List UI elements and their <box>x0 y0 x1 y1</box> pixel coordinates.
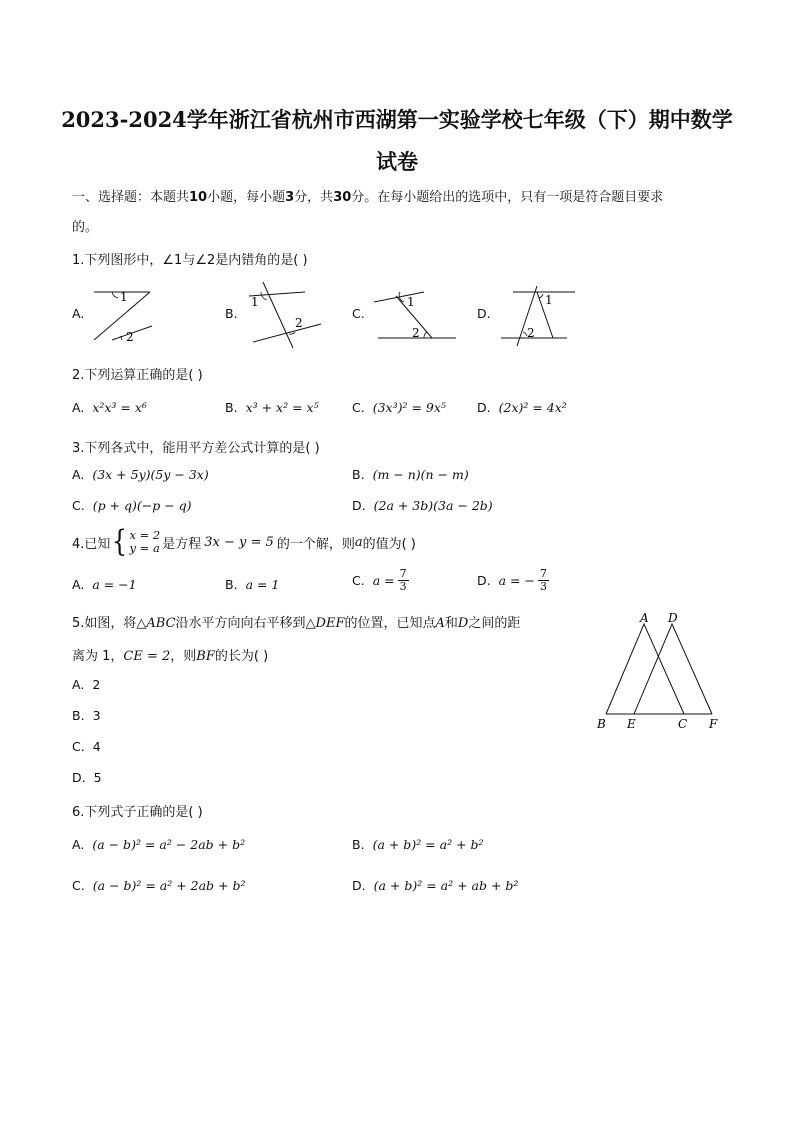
q5-bf: BF <box>196 649 215 664</box>
q5-option-a[interactable] <box>72 677 100 692</box>
q4-stem-text: 是方程 <box>162 536 202 552</box>
option-label: B. <box>225 400 238 415</box>
q1-b-angle-2: 2 <box>295 316 303 330</box>
q5-text: 之间的距 <box>468 616 521 631</box>
q4-equation: 3x − y = 5 <box>204 534 274 550</box>
q5-text: 离为 1， <box>72 649 124 664</box>
q5-text: 5.如图，将 <box>72 616 137 631</box>
q6-option-d[interactable] <box>352 878 518 893</box>
q3-option-a[interactable] <box>72 467 209 482</box>
option-label: C. <box>72 739 85 754</box>
q1-c-angle-1: 1 <box>407 295 415 309</box>
q5-point-a: A <box>435 616 445 631</box>
q4-system-line1: x = 2 <box>129 528 161 542</box>
option-label: C. <box>352 573 365 588</box>
q4-stem <box>72 524 416 559</box>
option-expr: (m − n)(n − m) <box>372 467 469 482</box>
option-label: C. <box>72 878 85 893</box>
section-points-total: 30 <box>333 190 352 205</box>
option-label: A. <box>72 837 85 852</box>
fraction <box>398 568 409 593</box>
q5-option-d[interactable] <box>72 770 102 785</box>
q5-label-a: A <box>640 611 649 625</box>
q1-b-angle-1: 1 <box>251 295 259 309</box>
option-expr: (a − b)² = a² − 2ab + b² <box>92 837 246 852</box>
option-label: A. <box>72 577 85 592</box>
option-expr: (p + q)(−p − q) <box>92 498 192 513</box>
section-text: 分。在每小题给出的选项中，只有一项是符合题目要求 <box>351 190 664 205</box>
section-text: 小题，每小题 <box>207 190 286 205</box>
section-count: 10 <box>189 190 208 205</box>
option-expr: a = 1 <box>245 577 280 592</box>
q1-figure-c <box>372 286 458 344</box>
q2-option-c[interactable] <box>352 400 446 415</box>
q6-option-b[interactable] <box>352 837 484 852</box>
option-label: D. <box>477 573 491 588</box>
q5-figure-translated-triangles <box>592 608 726 734</box>
fraction-denominator: 3 <box>539 580 547 593</box>
q1-option-a-label[interactable]: A. <box>72 306 85 321</box>
option-label: A. <box>72 400 85 415</box>
option-value: 4 <box>92 739 101 754</box>
option-label: B. <box>72 708 85 723</box>
option-value: 3 <box>92 708 101 723</box>
q5-label-c: C <box>678 717 688 731</box>
q1-option-b-label[interactable]: B. <box>225 306 238 321</box>
q1-figure-d <box>497 284 579 348</box>
option-expr: x³ + x² = x⁵ <box>245 400 319 415</box>
q5-label-f: F <box>709 717 718 731</box>
q1-c-angle-2: 2 <box>412 326 420 340</box>
q5-text: 和 <box>444 616 458 631</box>
option-label: B. <box>352 467 365 482</box>
q1-d-angle-2: 2 <box>527 326 535 340</box>
option-expr: x²x³ = x⁶ <box>92 400 147 415</box>
q4-option-a[interactable] <box>72 577 137 592</box>
q1-figure-a <box>92 284 160 346</box>
system-brace: { <box>112 524 128 559</box>
q5-option-c[interactable] <box>72 739 101 754</box>
q5-option-b[interactable] <box>72 708 101 723</box>
option-expr: a = <box>372 573 395 588</box>
exam-title-line2: 试卷 <box>376 149 418 174</box>
option-value: 2 <box>92 677 101 692</box>
q5-point-d: D <box>457 616 469 631</box>
option-expr: (2a + 3b)(3a − 2b) <box>373 498 493 513</box>
q1-option-d-label[interactable]: D. <box>477 306 491 321</box>
q5-label-d: D <box>668 611 678 625</box>
q6-option-a[interactable] <box>72 837 245 852</box>
q4-stem-text: 的值为( ) <box>362 536 416 552</box>
fraction-denominator: 3 <box>399 580 407 593</box>
option-label: D. <box>352 878 366 893</box>
option-label: D. <box>352 498 366 513</box>
q5-stem-line2 <box>72 645 268 664</box>
fraction <box>538 568 549 593</box>
q4-variable: a <box>354 534 363 550</box>
option-expr: (a − b)² = a² + 2ab + b² <box>92 878 246 893</box>
q5-triangle-def: △DEF <box>305 616 345 631</box>
option-label: A. <box>72 677 85 692</box>
option-value: 5 <box>93 770 102 785</box>
q4-option-d[interactable] <box>477 568 549 593</box>
q4-stem-text: 4.已知 <box>72 536 111 552</box>
q3-option-c[interactable] <box>72 498 192 513</box>
q5-text: 沿水平方向向右平移到 <box>175 616 306 631</box>
section-text: 分，共 <box>294 190 334 205</box>
option-expr: a = − <box>498 573 535 588</box>
option-expr: (3x³)² = 9x⁵ <box>372 400 446 415</box>
q4-stem-text: 的一个解，则 <box>276 536 355 552</box>
q1-figure-b <box>245 282 323 350</box>
q5-triangle-abc: △ABC <box>136 616 176 631</box>
q4-option-c[interactable] <box>352 568 409 593</box>
q3-option-d[interactable] <box>352 498 493 513</box>
q6-stem: 6.下列式子正确的是( ) <box>72 805 203 820</box>
q3-stem: 3.下列各式中，能用平方差公式计算的是( ) <box>72 441 320 456</box>
fraction-numerator: 7 <box>539 567 547 580</box>
section-text: 一、选择题：本题共 <box>72 190 190 205</box>
q5-label-b: B <box>597 717 606 731</box>
q5-text: ，则 <box>170 649 197 664</box>
q5-text: 的长为( ) <box>214 649 269 664</box>
q2-option-a[interactable] <box>72 400 147 415</box>
option-label: B. <box>225 577 238 592</box>
option-expr: a = −1 <box>92 577 137 592</box>
q1-d-angle-1: 1 <box>545 293 553 307</box>
q1-a-angle-1: 1 <box>120 290 128 304</box>
q4-system-line2: y = a <box>129 541 160 555</box>
section-text-line2: 的。 <box>72 220 99 235</box>
exam-title-line1: 2023-2024学年浙江省杭州市西湖第一实验学校七年级（下）期中数学 <box>61 107 733 132</box>
q3-option-b[interactable] <box>352 467 469 482</box>
q1-stem: 1.下列图形中，∠1与∠2是内错角的是( ) <box>72 253 308 268</box>
q5-label-e: E <box>627 717 636 731</box>
q5-ce: CE = 2 <box>123 649 171 664</box>
q6-option-c[interactable] <box>72 878 246 893</box>
option-expr: (a + b)² = a² + b² <box>372 837 484 852</box>
section-instructions <box>72 183 732 243</box>
q4-option-b[interactable] <box>225 577 279 592</box>
q5-text: 的位置，已知点 <box>344 616 436 631</box>
option-label: C. <box>72 498 85 513</box>
fraction-numerator: 7 <box>399 567 407 580</box>
option-label: B. <box>352 837 365 852</box>
q2-stem: 2.下列运算正确的是( ) <box>72 368 203 383</box>
section-points-each: 3 <box>285 190 295 205</box>
option-expr: (a + b)² = a² + ab + b² <box>373 878 519 893</box>
option-label: D. <box>477 400 491 415</box>
q5-stem-line1 <box>72 612 520 631</box>
option-expr: (2x)² = 4x² <box>498 400 567 415</box>
q2-option-b[interactable] <box>225 400 319 415</box>
option-label: A. <box>72 467 85 482</box>
q1-a-angle-2: 2 <box>126 330 134 344</box>
q2-option-d[interactable] <box>477 400 567 415</box>
option-label: C. <box>352 400 365 415</box>
option-expr: (3x + 5y)(5y − 3x) <box>92 467 209 482</box>
option-label: D. <box>72 770 86 785</box>
q1-option-c-label[interactable]: C. <box>352 306 365 321</box>
q4-system <box>130 529 161 555</box>
